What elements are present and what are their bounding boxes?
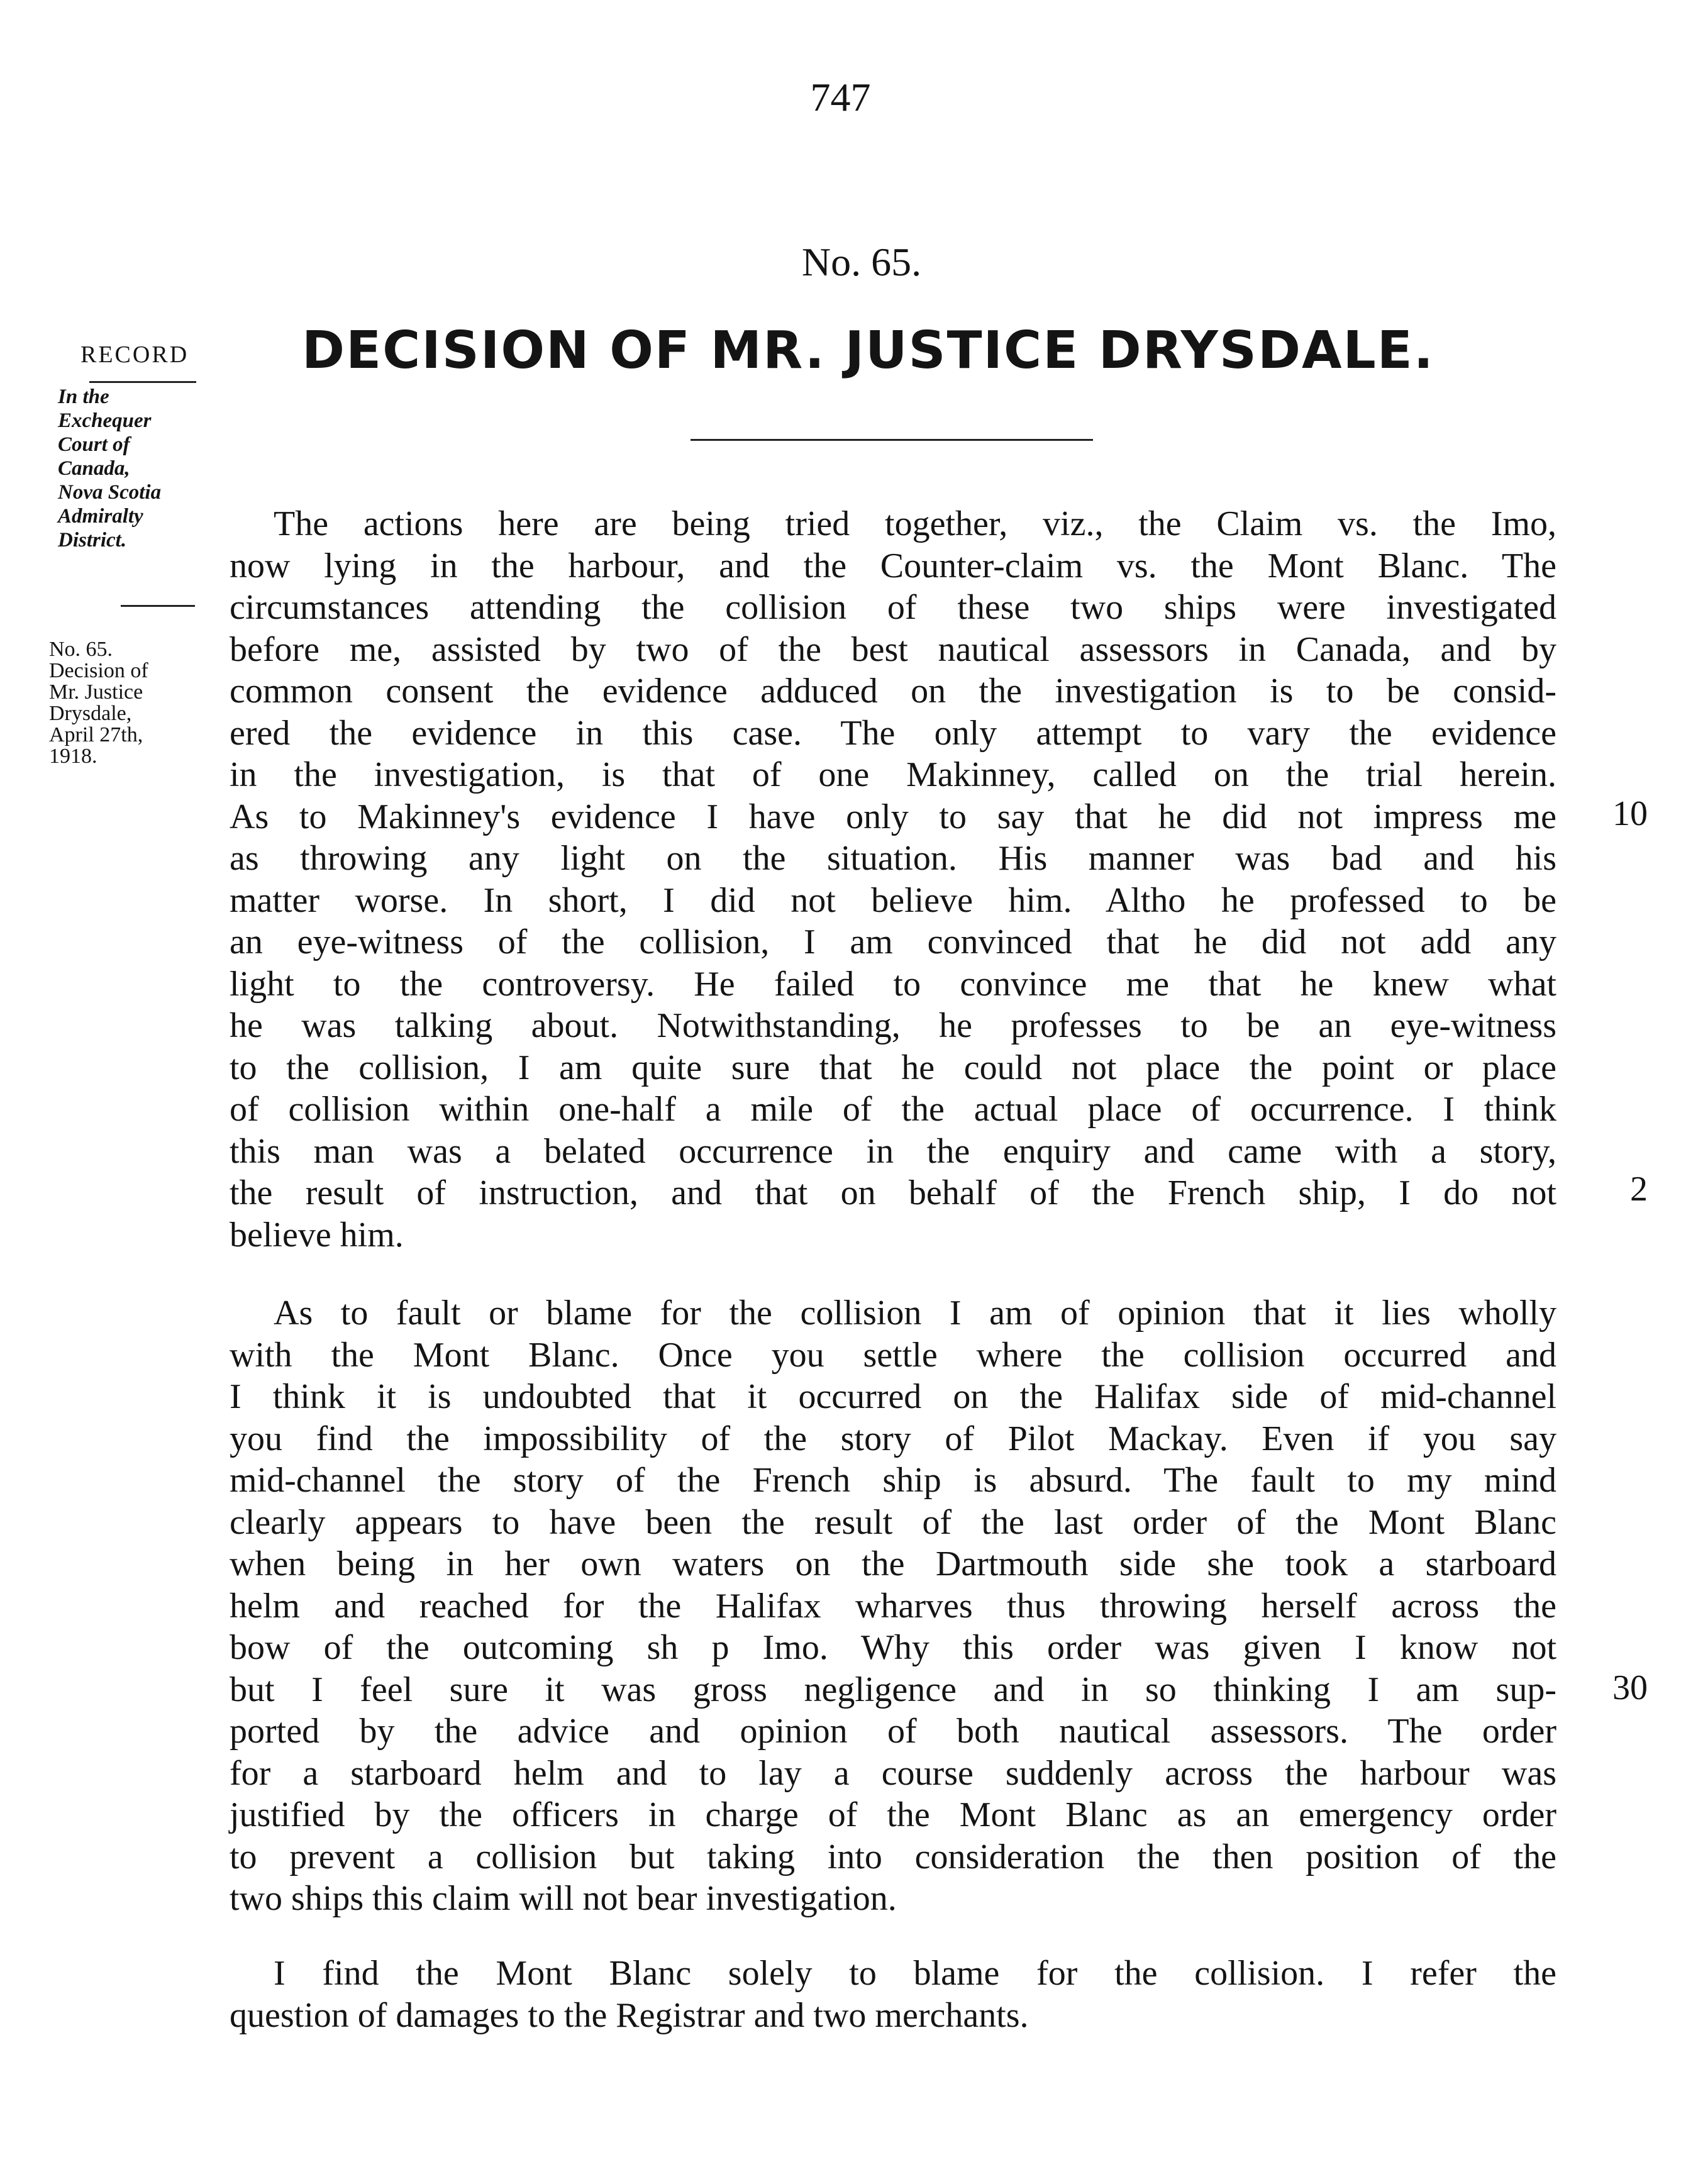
margin-court-note	[58, 385, 234, 552]
text-line: As to Makinney's evidence I have only to say that he did not impress me	[230, 797, 1556, 836]
text-line: helm and reached for the Halifax wharves thus throwing herself across the	[230, 1586, 1556, 1626]
paragraph-1	[230, 503, 1556, 1256]
line-number: 2	[1630, 1170, 1648, 1209]
margin-decision-line: 1918.	[49, 745, 97, 768]
paragraph-2	[230, 1292, 1556, 1920]
page-number: 747	[810, 75, 871, 119]
text-line: I find the Mont Blanc solely to blame for the collision. I refer the	[274, 1954, 1556, 1993]
text-line: question of damages to the Registrar and two merchants.	[230, 1995, 1029, 2035]
text-line: bow of the outcoming sh p Imo. Why this order was given I know not	[230, 1628, 1556, 1667]
text-line: the result of instruction, and that on behalf of the French ship, I do not	[230, 1173, 1556, 1212]
record-label: RECORD	[80, 341, 189, 368]
text-line: this man was a belated occurrence in the enquiry and came with a story,	[230, 1131, 1556, 1171]
text-line: The actions here are being tried together, viz., the Claim vs. the Imo,	[274, 504, 1556, 543]
text-line: with the Mont Blanc. Once you settle where the collision occurred and	[230, 1335, 1556, 1375]
margin-court-line: Nova Scotia	[58, 481, 162, 504]
text-line: ered the evidence in this case. The only attempt to vary the evidence	[230, 713, 1556, 753]
margin-court-line: Admiralty	[58, 505, 143, 528]
text-line: for a starboard helm and to lay a course suddenly across the harbour was	[230, 1753, 1556, 1793]
text-line: common consent the evidence adduced on the investigation is to be consid-	[230, 672, 1556, 711]
document-title: DECISION OF MR. JUSTICE DRYSDALE.	[302, 321, 1434, 380]
text-line: but I feel sure it was gross negligence and in so thinking I am sup-	[230, 1670, 1556, 1709]
text-line: mid-channel the story of the French ship is absurd. The fault to my mind	[230, 1461, 1556, 1500]
margin-court-line: Canada,	[58, 457, 130, 480]
margin-divider	[121, 605, 195, 607]
margin-court-line: District.	[58, 529, 127, 552]
text-line: you find the impossibility of the story of Pilot Mackay. Even if you say	[230, 1419, 1556, 1458]
text-line: he was talking about. Notwithstanding, he professes to be an eye-witness	[230, 1006, 1556, 1045]
text-line: when being in her own waters on the Dartmouth side she took a starboard	[230, 1544, 1556, 1583]
margin-decision-line: April 27th,	[49, 723, 143, 746]
line-number: 30	[1612, 1668, 1648, 1707]
text-line: as throwing any light on the situation. His manner was bad and his	[230, 839, 1556, 878]
text-line: an eye-witness of the collision, I am convinced that he did not add any	[230, 923, 1556, 962]
text-line: of collision within one-half a mile of the actual place of occurrence. I think	[230, 1090, 1556, 1129]
text-line: light to the controversy. He failed to convince me that he knew what	[230, 964, 1556, 1004]
text-line: circumstances attending the collision of these two ships were investigated	[230, 588, 1556, 627]
text-line: believe him.	[230, 1215, 404, 1255]
text-line: to the collision, I am quite sure that he could not place the point or place	[230, 1048, 1556, 1087]
margin-decision-line: No. 65.	[49, 638, 113, 661]
margin-decision-line: Drysdale,	[49, 702, 132, 725]
margin-decision-line: Mr. Justice	[49, 680, 143, 704]
text-line: ported by the advice and opinion of both nautical assessors. The order	[230, 1712, 1556, 1751]
title-rule	[691, 439, 1093, 441]
text-line: matter worse. In short, I did not believe him. Altho he professed to be	[230, 880, 1556, 920]
text-line: clearly appears to have been the result of the last order of the Mont Blanc	[230, 1502, 1556, 1542]
text-line: in the investigation, is that of one Makinney, called on the trial herein.	[230, 755, 1556, 794]
document-number: No. 65.	[801, 240, 922, 284]
margin-court-line: In the	[58, 385, 109, 408]
text-line: justified by the officers in charge of the Mont Blanc as an emergency order	[230, 1795, 1556, 1834]
line-number: 10	[1612, 794, 1648, 833]
margin-decision-note	[49, 639, 238, 767]
text-line: now lying in the harbour, and the Counter-claim vs. the Mont Blanc. The	[230, 546, 1556, 585]
margin-decision-line: Decision of	[49, 659, 148, 682]
text-line: I think it is undoubted that it occurred on the Halifax side of mid-channel	[230, 1377, 1556, 1416]
text-line: to prevent a collision but taking into consideration the then position of the	[230, 1837, 1556, 1876]
paragraph-3	[230, 1953, 1556, 2036]
text-line: As to fault or blame for the collision I am of opinion that it lies wholly	[274, 1294, 1556, 1333]
margin-court-line: Court of	[58, 433, 130, 456]
text-line: two ships this claim will not bear investigation.	[230, 1879, 897, 1918]
margin-court-line: Exchequer	[58, 409, 152, 432]
record-divider	[89, 381, 196, 383]
text-line: before me, assisted by two of the best nautical assessors in Canada, and by	[230, 629, 1556, 669]
